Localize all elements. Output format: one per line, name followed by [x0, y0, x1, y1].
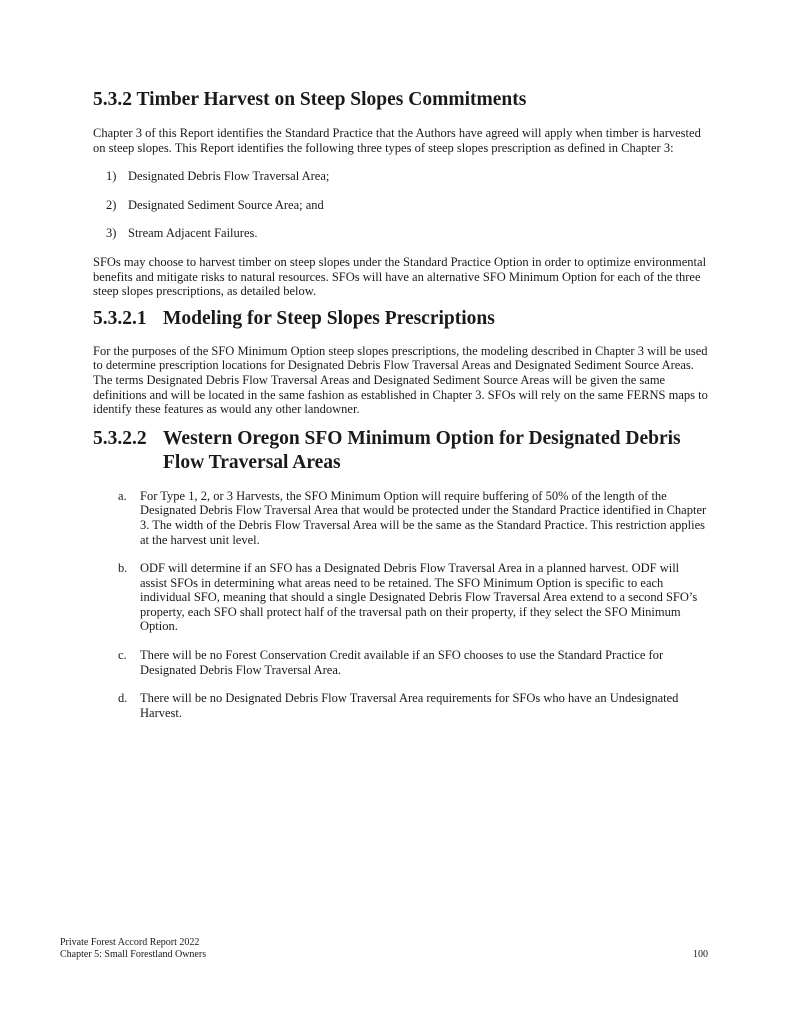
subsection-title: Western Oregon SFO Minimum Option for Designated Debris Flow Traversal Areas — [163, 427, 681, 473]
list-marker: c. — [118, 648, 127, 663]
page-number: 100 — [693, 948, 708, 960]
steep-slopes-types-list — [93, 169, 708, 241]
list-item-text: There will be no Designated Debris Flow Traversal Area requirements for SFOs who have an Undesignated Harvest. — [140, 691, 679, 720]
list-item — [93, 198, 708, 213]
list-marker: b. — [118, 561, 128, 576]
western-oregon-requirements-list — [93, 489, 708, 721]
list-item — [93, 561, 708, 634]
list-item — [93, 489, 708, 547]
section-intro: Chapter 3 of this Report identifies the Standard Practice that the Authors have agreed will apply when timber is harvested on steep slopes. This Report identifies the following three types of steep slopes prescription as defined in Chapter 3: — [93, 126, 701, 155]
footer-chapter-title: Chapter 5: Small Forestland Owners — [60, 948, 207, 960]
list-item — [93, 648, 708, 677]
footer-report-title: Private Forest Accord Report 2022 — [60, 937, 200, 948]
subsection-heading-modeling — [93, 307, 708, 331]
subsection-number: 5.3.2.2 — [93, 427, 147, 449]
list-item-text: Stream Adjacent Failures. — [128, 226, 258, 241]
page-footer — [60, 937, 708, 960]
list-item-text: Designated Sediment Source Area; and — [128, 197, 324, 212]
list-item-text: Designated Debris Flow Traversal Area; — [128, 169, 330, 184]
list-marker: 2) — [106, 197, 117, 212]
subsection-number: 5.3.2.1 — [93, 307, 147, 329]
list-item — [93, 226, 708, 241]
list-item — [93, 169, 708, 184]
list-marker: 3) — [106, 226, 117, 241]
list-item-text: ODF will determine if an SFO has a Designated Debris Flow Traversal Area in a planned harvest. ODF will assist SFOs in determining what areas need to be retained. The SFO Minimum Option is specific to each individual SFO, meaning that should a single Designated Debris Flow Traversal Area extend to a second SFO’s property, each SFO shall protect half of the traversal path on their property, if they select the SFO Minimum Option. — [140, 561, 698, 634]
section-title: 5.3.2 Timber Harvest on Steep Slopes Commitments — [93, 89, 527, 110]
subsection-heading-western-oregon — [93, 427, 708, 475]
modeling-body: For the purposes of the SFO Minimum Option steep slopes prescriptions, the modeling described in Chapter 3 will be used to determine prescription locations for Designated Debris Flow Traversal Areas and Designated Sediment Source Areas. The terms Designated Debris Flow Traversal Areas and Designated Sediment Source Areas will be given the same definitions and will be located in the same fashion as established in Chapter 3. SFOs will rely on the same FERNS maps to identify these features as would any other landowner. — [93, 343, 708, 417]
section-closing: SFOs may choose to harvest timber on steep slopes under the Standard Practice Option in order to optimize environmental benefits and mitigate risks to natural resources. SFOs will have an alternative SFO Minimum Option for each of the three steep slopes prescriptions, as detailed below. — [93, 254, 707, 299]
document-page — [93, 88, 708, 720]
list-item — [93, 691, 708, 720]
list-marker: d. — [118, 691, 128, 706]
list-item-text: There will be no Forest Conservation Credit available if an SFO chooses to use the Standard Practice for Designated Debris Flow Traversal Area. — [140, 648, 664, 677]
list-item-text: For Type 1, 2, or 3 Harvests, the SFO Minimum Option will require buffering of 50% of the length of the Designated Debris Flow Traversal Area that would be protected under the Standard Practice identified in Chapter 3. The width of the Debris Flow Traversal Area will be the same as the Standard Practice. This restriction applies at the harvest unit level. — [140, 488, 707, 547]
subsection-title: Modeling for Steep Slopes Prescriptions — [163, 307, 495, 329]
list-marker: 1) — [106, 169, 117, 184]
list-marker: a. — [118, 488, 127, 503]
